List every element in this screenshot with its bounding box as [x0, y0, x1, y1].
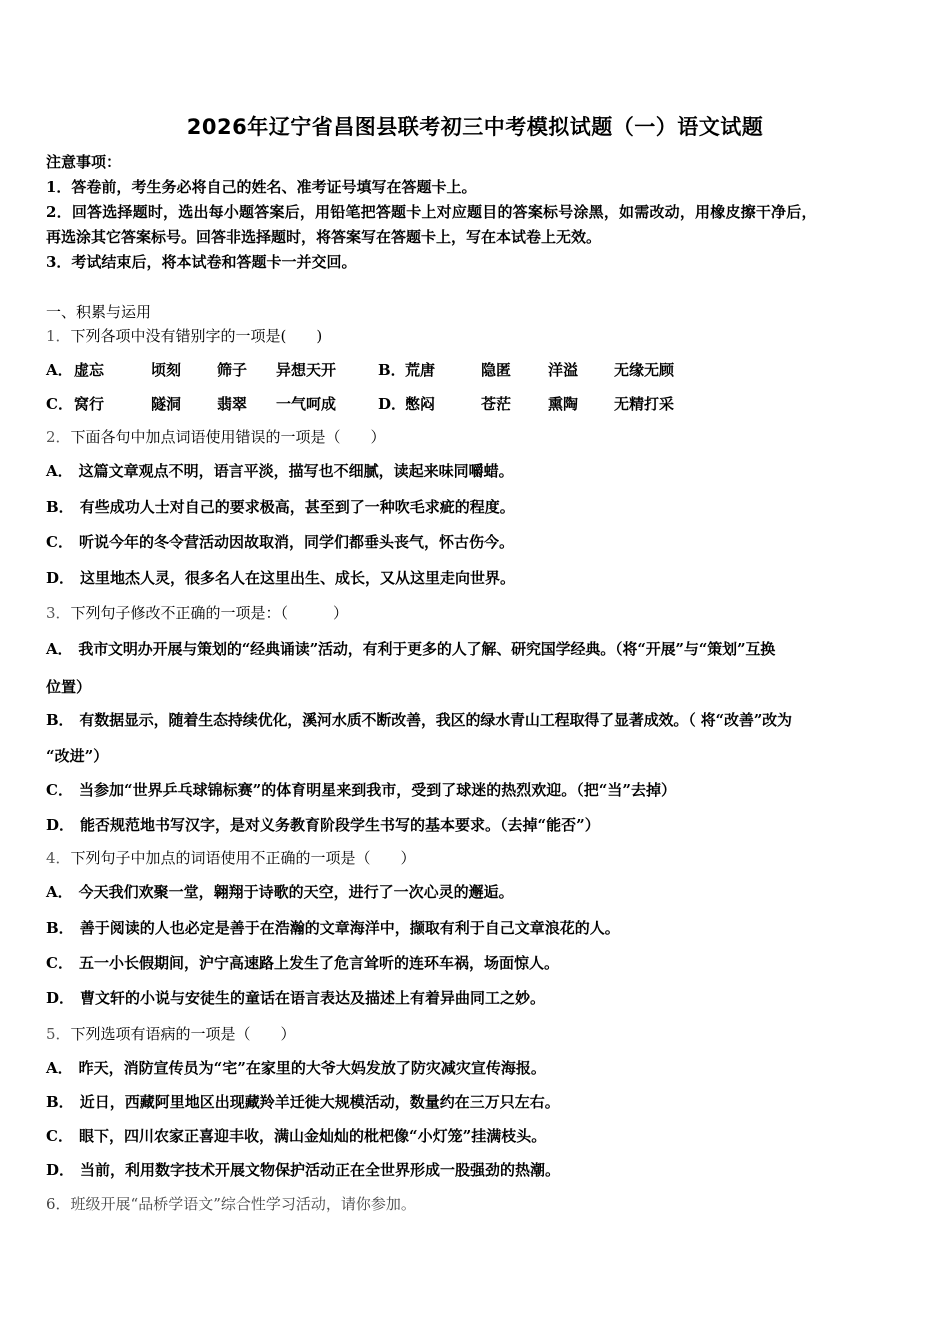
option-word: 一气呵成 — [276, 395, 337, 413]
q3-option-a-cont: 位置） — [46, 678, 92, 696]
option-text: 听说今年的冬令营活动因故取消，同学们都垂头丧气，怀古伤今。 — [78, 533, 514, 551]
q4-option-d — [46, 988, 545, 1008]
q4-option-b — [46, 918, 620, 938]
question-1 — [46, 326, 322, 346]
option-text: 眼下，四川农家正喜迎丰收，满山金灿灿的枇杷像“小灯笼”挂满枝头。 — [78, 1127, 547, 1145]
option-label: C． — [46, 395, 73, 413]
question-stem: 班级开展“品桥学语文”综合性学习活动，请你参加。 — [70, 1195, 416, 1213]
q3-option-b-cont: “改进”） — [46, 747, 109, 765]
section-heading: 一、积累与运用 — [46, 303, 152, 321]
option-word: 顷刻 — [151, 361, 182, 379]
option-text: 这里地杰人灵，很多名人在这里出生、成长，又从这里走向世界。 — [80, 569, 516, 587]
option-word: 翡翠 — [217, 395, 248, 413]
q4-option-a — [46, 882, 514, 902]
q5-option-a — [46, 1058, 546, 1078]
option-text: 这篇文章观点不明，语言平淡，描写也不细腻，读起来味同嚼蜡。 — [78, 462, 514, 480]
option-text: 近日，西藏阿里地区出现藏羚羊迁徙大规模活动，数量约在三万只左右。 — [79, 1093, 560, 1111]
q5-option-c — [46, 1126, 546, 1146]
option-label: A． — [46, 1059, 73, 1077]
question-number: 5． — [46, 1025, 71, 1043]
question-number: 1． — [46, 327, 71, 345]
option-text: 五一小长假期间，沪宁高速路上发生了危言耸听的连环车祸，场面惊人。 — [78, 954, 559, 972]
option-text: 善于阅读的人也必定是善于在浩瀚的文章海洋中，撷取有利于自己文章浪花的人。 — [79, 919, 620, 937]
option-word: 窝行 — [74, 395, 105, 413]
question-4 — [46, 848, 416, 868]
question-number: 6． — [46, 1195, 71, 1213]
question-stem: 下列句子中加点的词语使用不正确的一项是（ ） — [70, 849, 416, 867]
option-word: 荒唐 — [405, 361, 436, 379]
option-word: 隐匿 — [481, 361, 512, 379]
option-label: A． — [46, 640, 73, 658]
question-3 — [46, 603, 348, 623]
option-label: B． — [46, 711, 74, 729]
option-label: D． — [378, 395, 407, 413]
option-word: 异想天开 — [276, 361, 337, 379]
option-word: 无精打采 — [614, 395, 675, 413]
question-stem: 下列各项中没有错别字的一项是( ) — [70, 327, 323, 345]
q4-option-c — [46, 953, 559, 973]
option-label: B． — [46, 1093, 74, 1111]
question-6 — [46, 1194, 416, 1214]
question-number: 2． — [46, 428, 71, 446]
option-label: A． — [46, 361, 73, 379]
notice-item-1: 1．答卷前，考生务必将自己的姓名、准考证号填写在答题卡上。 — [46, 178, 477, 196]
option-label: C． — [46, 954, 73, 972]
option-text: 当参加“世界乒乓球锦标赛”的体育明星来到我市，受到了球迷的热烈欢迎。（把“当”去掉） — [78, 781, 676, 799]
question-number: 3． — [46, 604, 71, 622]
q2-option-b — [46, 497, 515, 517]
option-text: 昨天，消防宣传员为“宅”在家里的大爷大妈发放了防灾减灾宣传海报。 — [78, 1059, 546, 1077]
option-label: B． — [46, 919, 74, 937]
option-label: A． — [46, 883, 73, 901]
q5-option-d — [46, 1160, 560, 1180]
q3-option-a — [46, 639, 775, 659]
option-label: B． — [378, 361, 406, 379]
q2-option-a — [46, 461, 514, 481]
option-word: 虚忘 — [74, 361, 105, 379]
option-text: 曹文轩的小说与安徒生的童话在语言表达及描述上有着异曲同工之妙。 — [80, 989, 546, 1007]
option-text: 能否规范地书写汉字，是对义务教育阶段学生书写的基本要求。（去掉“能否”） — [80, 816, 600, 834]
notice-item-2: 2．回答选择题时，选出每小题答案后，用铅笔把答题卡上对应题目的答案标号涂黑，如需改动，用橡皮擦干净后， — [46, 203, 817, 221]
q5-option-b — [46, 1092, 560, 1112]
q2-option-d — [46, 568, 515, 588]
q3-option-d — [46, 815, 600, 835]
option-word: 洋溢 — [548, 361, 579, 379]
option-word: 无缘无顾 — [614, 361, 675, 379]
question-2 — [46, 427, 386, 447]
option-label: C． — [46, 781, 73, 799]
option-label: C． — [46, 533, 73, 551]
option-text: 当前，利用数字技术开展文物保护活动正在全世界形成一股强劲的热潮。 — [80, 1161, 561, 1179]
q1-options-row-1 — [46, 360, 906, 380]
q3-option-b — [46, 710, 792, 730]
option-text: 有数据显示，随着生态持续优化，溪河水质不断改善，我区的绿水青山工程取得了显著成效。（ 将“改善”改为 — [79, 711, 792, 729]
notice-heading: 注意事项： — [46, 153, 122, 171]
option-text: 我市文明办开展与策划的“经典诵读”活动，有利于更多的人了解、研究国学经典。（将“开展”与“策划”互换 — [78, 640, 776, 658]
notice-item-2-cont: 再选涂其它答案标号。回答非选择题时，将答案写在答题卡上，写在本试卷上无效。 — [46, 228, 602, 246]
option-word: 憋闷 — [405, 395, 436, 413]
option-label: D． — [46, 1161, 75, 1179]
question-stem: 下列选项有语病的一项是（ ） — [70, 1025, 296, 1043]
option-label: D． — [46, 569, 75, 587]
option-label: B． — [46, 498, 74, 516]
notice-item-3: 3．考试结束后，将本试卷和答题卡一并交回。 — [46, 253, 357, 271]
question-stem: 下面各句中加点词语使用错误的一项是（ ） — [70, 428, 386, 446]
option-word: 隧洞 — [151, 395, 182, 413]
option-text: 今天我们欢聚一堂，翱翔于诗歌的天空，进行了一次心灵的邂逅。 — [78, 883, 514, 901]
q1-options-row-2 — [46, 394, 906, 414]
option-word: 苍茫 — [481, 395, 512, 413]
question-number: 4． — [46, 849, 71, 867]
option-label: A． — [46, 462, 73, 480]
question-stem: 下列句子修改不正确的一项是：（ ） — [70, 604, 349, 622]
question-5 — [46, 1024, 296, 1044]
option-label: C． — [46, 1127, 73, 1145]
option-word: 熏陶 — [548, 395, 579, 413]
option-word: 筛子 — [217, 361, 248, 379]
page-title: 2026年辽宁省昌图县联考初三中考模拟试题（一）语文试题 — [186, 115, 764, 139]
option-text: 有些成功人士对自己的要求极高，甚至到了一种吹毛求疵的程度。 — [79, 498, 515, 516]
option-label: D． — [46, 816, 75, 834]
q2-option-c — [46, 532, 514, 552]
option-label: D． — [46, 989, 75, 1007]
q3-option-c — [46, 780, 676, 800]
